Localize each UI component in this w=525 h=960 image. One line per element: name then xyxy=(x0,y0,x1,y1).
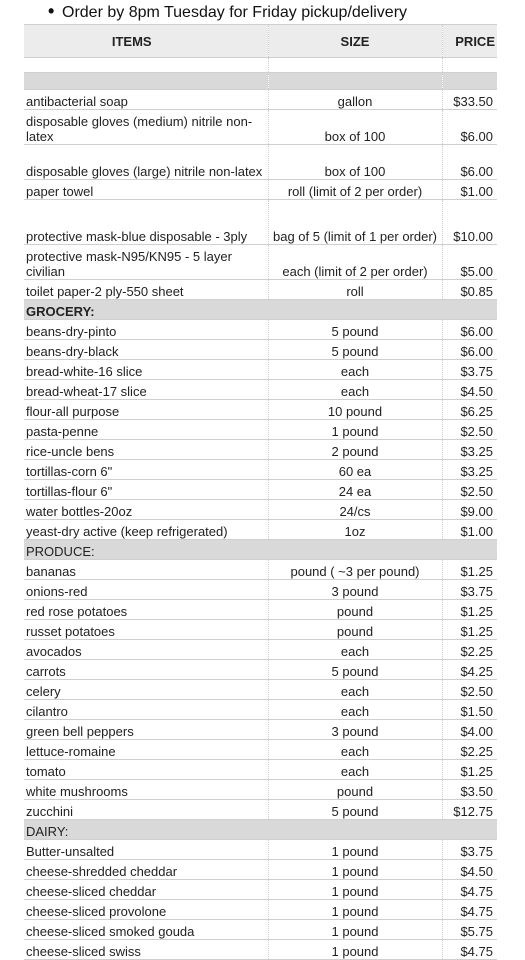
item-size: 10 pound xyxy=(268,400,442,420)
item-name: cilantro xyxy=(24,700,268,720)
item-size: each xyxy=(268,640,442,660)
table-row xyxy=(24,940,497,960)
table-row xyxy=(24,840,497,860)
item-name: toilet paper-2 ply-550 sheet xyxy=(24,280,268,300)
item-size: gallon xyxy=(268,90,442,110)
table-row xyxy=(24,480,497,500)
item-price: $6.00 xyxy=(442,340,497,360)
spacer-row xyxy=(24,58,497,73)
item-size: box of 100 xyxy=(268,110,442,145)
table-row xyxy=(24,440,497,460)
item-price: $3.75 xyxy=(442,840,497,860)
item-size: 5 pound xyxy=(268,340,442,360)
item-name: lettuce-romaine xyxy=(24,740,268,760)
item-price: $4.50 xyxy=(442,380,497,400)
item-price: $4.00 xyxy=(442,720,497,740)
size-header: SIZE xyxy=(268,25,442,58)
bullet-icon: • xyxy=(48,1,55,21)
table-row xyxy=(24,640,497,660)
item-price: $1.00 xyxy=(442,180,497,200)
item-name: yeast-dry active (keep refrigerated) xyxy=(24,520,268,540)
table-row xyxy=(24,600,497,620)
item-name: bread-white-16 slice xyxy=(24,360,268,380)
price-header: PRICE xyxy=(442,25,497,58)
item-name: russet potatoes xyxy=(24,620,268,640)
item-size: roll xyxy=(268,280,442,300)
item-size: 5 pound xyxy=(268,800,442,820)
section-title: GROCERY: xyxy=(24,300,497,320)
item-name: onions-red xyxy=(24,580,268,600)
table-row xyxy=(24,460,497,480)
item-size: bag of 5 (limit of 1 per order) xyxy=(268,200,442,245)
table-header-row xyxy=(24,25,497,58)
item-size: 1 pound xyxy=(268,860,442,880)
item-price: $10.00 xyxy=(442,200,497,245)
item-price: $1.25 xyxy=(442,600,497,620)
table-row xyxy=(24,320,497,340)
item-price: $6.00 xyxy=(442,320,497,340)
item-price: $5.75 xyxy=(442,920,497,940)
item-name: rice-uncle bens xyxy=(24,440,268,460)
item-price: $2.50 xyxy=(442,480,497,500)
item-size: 24 ea xyxy=(268,480,442,500)
table-row xyxy=(24,860,497,880)
item-size: each (limit of 2 per order) xyxy=(268,245,442,280)
item-name: cheese-sliced swiss xyxy=(24,940,268,960)
table-row xyxy=(24,520,497,540)
table-row xyxy=(24,800,497,820)
item-size: each xyxy=(268,360,442,380)
item-name: tortillas-corn 6" xyxy=(24,460,268,480)
item-price: $3.25 xyxy=(442,460,497,480)
item-size: 3 pound xyxy=(268,580,442,600)
items-header: ITEMS xyxy=(24,25,268,58)
item-name: white mushrooms xyxy=(24,780,268,800)
item-name: flour-all purpose xyxy=(24,400,268,420)
item-name: protective mask-N95/KN95 - 5 layer civilian xyxy=(24,245,268,280)
item-name: cheese-sliced smoked gouda xyxy=(24,920,268,940)
item-price: $0.85 xyxy=(442,280,497,300)
item-name: bananas xyxy=(24,560,268,580)
table-row xyxy=(24,400,497,420)
item-price: $4.75 xyxy=(442,900,497,920)
item-price: $2.50 xyxy=(442,420,497,440)
item-size: pound xyxy=(268,780,442,800)
section-header-row xyxy=(24,300,497,320)
item-name: bread-wheat-17 slice xyxy=(24,380,268,400)
item-size: pound ( ~3 per pound) xyxy=(268,560,442,580)
table-row xyxy=(24,720,497,740)
table-row xyxy=(24,200,497,245)
table-row xyxy=(24,90,497,110)
section-title: PRODUCE: xyxy=(24,540,497,560)
table-row xyxy=(24,920,497,940)
order-deadline-text: Order by 8pm Tuesday for Friday pickup/delivery xyxy=(62,4,408,21)
item-price: $3.25 xyxy=(442,440,497,460)
item-size: 1 pound xyxy=(268,420,442,440)
item-name: tortillas-flour 6" xyxy=(24,480,268,500)
item-size: 5 pound xyxy=(268,320,442,340)
item-name: Butter-unsalted xyxy=(24,840,268,860)
item-price: $6.00 xyxy=(442,110,497,145)
item-name: green bell peppers xyxy=(24,720,268,740)
table-row xyxy=(24,280,497,300)
item-size: box of 100 xyxy=(268,145,442,180)
table-row xyxy=(24,620,497,640)
empty-cell xyxy=(442,58,497,73)
table-row xyxy=(24,110,497,145)
item-price: $2.25 xyxy=(442,640,497,660)
section-header-row xyxy=(24,540,497,560)
item-size: pound xyxy=(268,620,442,640)
item-size: 1 pound xyxy=(268,940,442,960)
item-name: disposable gloves (medium) nitrile non-latex xyxy=(24,110,268,145)
empty-cell xyxy=(24,58,268,73)
item-name: cheese-sliced cheddar xyxy=(24,880,268,900)
item-size: 5 pound xyxy=(268,660,442,680)
empty-cell xyxy=(24,73,268,90)
item-size: 60 ea xyxy=(268,460,442,480)
item-size: each xyxy=(268,760,442,780)
table-row xyxy=(24,180,497,200)
item-name: avocados xyxy=(24,640,268,660)
item-name: cheese-shredded cheddar xyxy=(24,860,268,880)
item-name: red rose potatoes xyxy=(24,600,268,620)
table-row xyxy=(24,580,497,600)
item-name: celery xyxy=(24,680,268,700)
table-row xyxy=(24,360,497,380)
table-row xyxy=(24,740,497,760)
item-size: 1 pound xyxy=(268,880,442,900)
empty-cell xyxy=(268,73,442,90)
item-price: $6.25 xyxy=(442,400,497,420)
table-row xyxy=(24,560,497,580)
item-price: $4.25 xyxy=(442,660,497,680)
table-row xyxy=(24,420,497,440)
table-row xyxy=(24,760,497,780)
item-name: carrots xyxy=(24,660,268,680)
table-row xyxy=(24,380,497,400)
item-price: $3.50 xyxy=(442,780,497,800)
table-row xyxy=(24,145,497,180)
item-price: $1.00 xyxy=(442,520,497,540)
table-row xyxy=(24,780,497,800)
item-name: disposable gloves (large) nitrile non-latex xyxy=(24,145,268,180)
item-size: 3 pound xyxy=(268,720,442,740)
item-price: $4.50 xyxy=(442,860,497,880)
item-price: $5.00 xyxy=(442,245,497,280)
section-header-row xyxy=(24,820,497,840)
table-row xyxy=(24,245,497,280)
table-row xyxy=(24,880,497,900)
item-name: pasta-penne xyxy=(24,420,268,440)
item-price: $1.25 xyxy=(442,760,497,780)
item-size: 24/cs xyxy=(268,500,442,520)
item-name: tomato xyxy=(24,760,268,780)
table-body xyxy=(24,58,497,960)
section-title: DAIRY: xyxy=(24,820,497,840)
item-size: 1 pound xyxy=(268,900,442,920)
item-size: each xyxy=(268,380,442,400)
item-name: water bottles-20oz xyxy=(24,500,268,520)
table-row xyxy=(24,660,497,680)
item-size: 1oz xyxy=(268,520,442,540)
item-price: $33.50 xyxy=(442,90,497,110)
item-price: $2.25 xyxy=(442,740,497,760)
item-price: $9.00 xyxy=(442,500,497,520)
table-row xyxy=(24,900,497,920)
price-table xyxy=(24,24,497,960)
table-row xyxy=(24,500,497,520)
item-size: each xyxy=(268,700,442,720)
table-row xyxy=(24,700,497,720)
item-name: cheese-sliced provolone xyxy=(24,900,268,920)
item-name: protective mask-blue disposable - 3ply xyxy=(24,200,268,245)
item-name: paper towel xyxy=(24,180,268,200)
order-deadline-note xyxy=(0,0,525,22)
item-price: $1.25 xyxy=(442,560,497,580)
item-size: each xyxy=(268,680,442,700)
item-price: $2.50 xyxy=(442,680,497,700)
empty-cell xyxy=(442,73,497,90)
shaded-band-row xyxy=(24,73,497,90)
item-size: 1 pound xyxy=(268,840,442,860)
item-price: $3.75 xyxy=(442,580,497,600)
item-price: $3.75 xyxy=(442,360,497,380)
item-price: $1.50 xyxy=(442,700,497,720)
item-price: $4.75 xyxy=(442,940,497,960)
item-name: beans-dry-black xyxy=(24,340,268,360)
item-price: $12.75 xyxy=(442,800,497,820)
item-size: roll (limit of 2 per order) xyxy=(268,180,442,200)
item-name: antibacterial soap xyxy=(24,90,268,110)
table-row xyxy=(24,340,497,360)
item-price: $6.00 xyxy=(442,145,497,180)
table-row xyxy=(24,680,497,700)
item-size: pound xyxy=(268,600,442,620)
item-size: 1 pound xyxy=(268,920,442,940)
empty-cell xyxy=(268,58,442,73)
item-price: $4.75 xyxy=(442,880,497,900)
item-name: zucchini xyxy=(24,800,268,820)
item-name: beans-dry-pinto xyxy=(24,320,268,340)
item-size: each xyxy=(268,740,442,760)
item-size: 2 pound xyxy=(268,440,442,460)
item-price: $1.25 xyxy=(442,620,497,640)
